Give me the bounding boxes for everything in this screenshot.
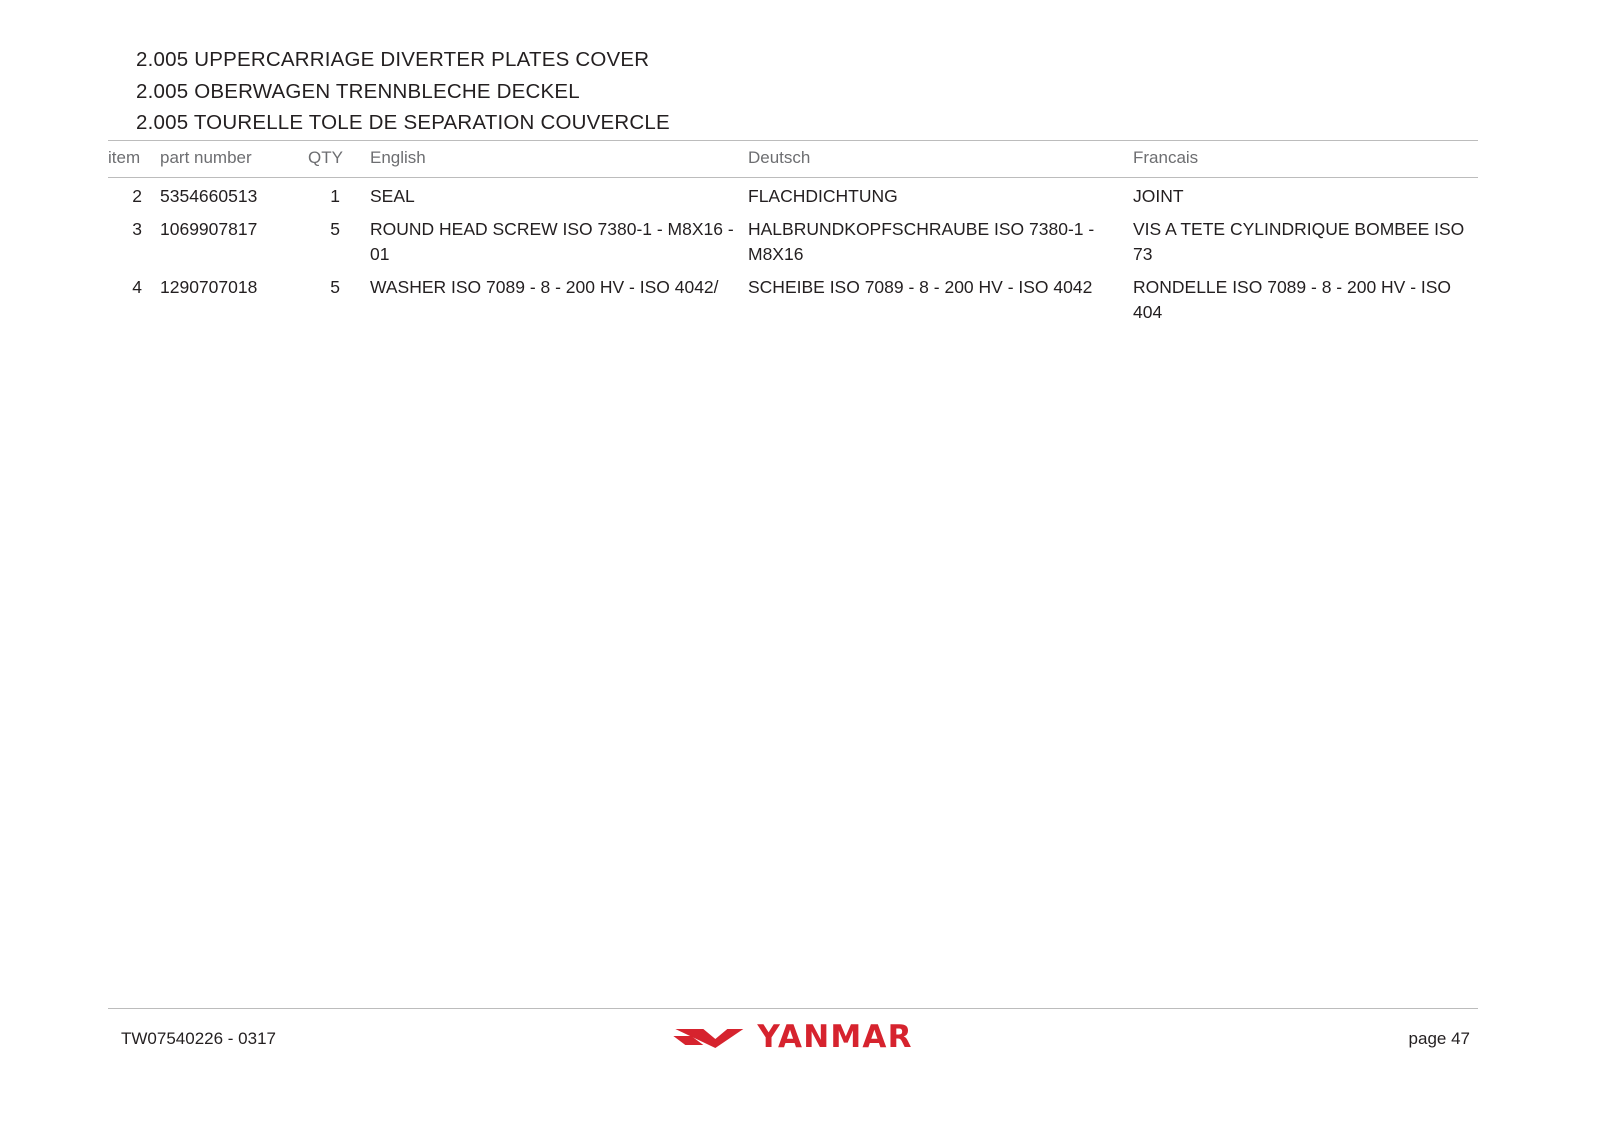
column-header-english: English	[370, 140, 748, 178]
column-header-francais: Francais	[1133, 140, 1478, 178]
cell-english: ROUND HEAD SCREW ISO 7380-1 - M8X16 - 01	[370, 219, 734, 264]
cell-deutsch: HALBRUNDKOPFSCHRAUBE ISO 7380-1 - M8X16	[748, 219, 1095, 264]
footer-page-number: page 47	[1408, 1029, 1470, 1048]
cell-part-number: 5354660513	[160, 186, 258, 206]
brand-name: YANMAR	[757, 1019, 913, 1055]
column-header-deutsch: Deutsch	[748, 140, 1133, 178]
cell-english: WASHER ISO 7089 - 8 - 200 HV - ISO 4042/	[370, 277, 719, 297]
table-row	[108, 269, 1478, 327]
cell-item: 4	[132, 277, 142, 297]
cell-deutsch: FLACHDICHTUNG	[748, 186, 898, 206]
footer-divider	[108, 1008, 1478, 1009]
yanmar-chevron-icon	[673, 1023, 745, 1053]
cell-francais: JOINT	[1133, 186, 1184, 206]
cell-qty: 5	[330, 277, 340, 297]
page-title-english: 2.005 UPPERCARRIAGE DIVERTER PLATES COVER	[136, 48, 650, 71]
cell-qty: 1	[330, 186, 340, 206]
cell-item: 2	[132, 186, 142, 206]
cell-item: 3	[132, 219, 142, 239]
parts-table	[108, 140, 1478, 327]
page-footer	[108, 1020, 1478, 1068]
parts-table-wrapper	[108, 140, 1478, 327]
page-title-french: 2.005 TOURELLE TOLE DE SEPARATION COUVERCLE	[136, 111, 670, 134]
page-title-german: 2.005 OBERWAGEN TRENNBLECHE DECKEL	[136, 79, 580, 103]
table-body	[108, 178, 1478, 328]
cell-francais: RONDELLE ISO 7089 - 8 - 200 HV - ISO 404	[1133, 277, 1452, 322]
cell-deutsch: SCHEIBE ISO 7089 - 8 - 200 HV - ISO 4042	[748, 277, 1093, 297]
table-row	[108, 211, 1478, 269]
brand-logo	[673, 1019, 913, 1055]
column-header-part-number: part number	[160, 140, 308, 178]
footer-document-code: TW07540226 - 0317	[121, 1029, 276, 1048]
column-header-item: item	[108, 140, 160, 178]
cell-francais: VIS A TETE CYLINDRIQUE BOMBEE ISO 73	[1133, 219, 1465, 264]
cell-qty: 5	[330, 219, 340, 239]
table-row	[108, 178, 1478, 212]
page-title-block	[136, 44, 1466, 139]
column-header-qty: QTY	[308, 140, 370, 178]
table-header	[108, 140, 1478, 178]
cell-part-number: 1069907817	[160, 219, 258, 239]
cell-english: SEAL	[370, 186, 415, 206]
cell-part-number: 1290707018	[160, 277, 258, 297]
